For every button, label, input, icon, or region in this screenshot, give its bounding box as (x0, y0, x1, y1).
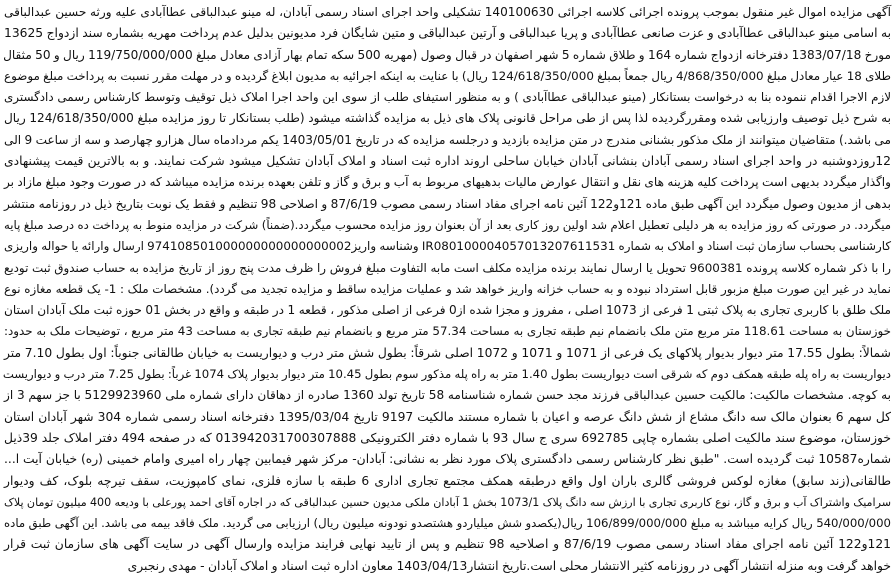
notice-line: میگردد. در صورتی که روز مزایده به هر دلیلی تعطیل اعلام شد اولین روز کاری بعد از آن بعنوان روز مزایده محسوب میگردد.(ضمناً) شرکت در مزایده منوط به پرداخت ده درصد مبلغ پایه (4, 217, 891, 232)
notice-line: دیواریست به راه پله طبقه همکف دوم که شرقی است دیواریست بطول 1.40 متر به راه پله مذکور سوم بطول 10.45 متر دیوار بدیوار پلاک 1074 غرباً: بطول 7.25 متر درب و دیواریست (2, 367, 891, 382)
notice-line: به اسامی مینو عبدالباقی عطاآبادی و عزت صانعی عطاآبادی و پریا عبدالباقی و آرتین عبدالباقی و متین شایگان فرد مدیونین بدلیل عدم پرداخت مهریه بشماره سند ازدواج 13625 (4, 26, 891, 41)
notice-line: به شرح ذیل توصیف وارزیابی شده ومقررگردیده لذا پس از طی مراحل قانونی پلاک های ذیل به مزایده گذاشته میشود (طلب بستانکار تا روز مزایده مبلغ 124/618/350/000 ریال (4, 111, 891, 126)
notice-line: ملک طلق با کاربری تجاری به پلاک ثبتی 1 فرعی از 1073 اصلی ، مفروز و مجزا شده از0 فرعی از اصلی مذکور ، قطعه 1 در طبقه و واقع در بخش 01 حوزه ثبت ملک آبادان استان (4, 303, 891, 318)
notice-line: کارشناسی بحساب سازمان ثبت اسناد و املاک به شماره IR080100004057013207611531 وشناسه واریز974108501000000000000000002 ارسال وارائه یا حواله واریزی (4, 239, 891, 254)
notice-line: می باشد.) متقاضیان میتوانند از ملک مذکور بشنانی مندرج در متن مزایده بازدید و درجلسه مزایده که در تاریخ 1403/05/01 یکم مردادماه سال هزارو چهارصد و سه از ساعت 9 الی (4, 132, 891, 147)
notice-line: شماره10587 ثبت گردیده است. "طبق نظر کارشناس رسمی دادگستری پلاک مورد نظر به نشانی: آبادان- مرکز شهر فیمابین چهار راه امیری وامام خمینی (ره) خیابان آیت ا... (4, 452, 891, 467)
notice-line: سرامیک واشتراک آب و برق و گاز، نوع کاربری تجاری با ارزش سه دانگ پلاک 1073/1 بخش 1 آبادان ملکی مدیون حسین عبدالباقی که در اجاره آقای احمد پورعلی با ودیعه 400 میلیون تومان پلاک (4, 495, 891, 509)
notice-line: طلای 18 عیار معادل مبلغ 4/868/350/000 ریال جمعاً بمبلغ 124/618/350/000 ریال) با عنایت به اینکه اجرائیه به مدیون ابلاغ گردیده و در مهلت مقرر نسبت به پرداخت مبلغ موضوع (4, 68, 891, 83)
notice-line: به کوچه. مشخصات مالکیت: مالکیت حسین عبدالباقی فرزند مجد حسن شماره شناسنامه 58 تاریخ تولد 1360 صادره از دهاقان دارای شماره ملی 5129923960 با جز سهم 3 از (4, 388, 891, 403)
notice-line: آگهی مزایده اموال غیر منقول بموجب پرونده اجرائی کلاسه اجرائی 140100630 تشکیلی واحد اجرای اسناد رسمی آبادان، له مینو عبدالباقی عطاآبادی علیه ورثه حسین عبدالباقی (4, 5, 891, 19)
notice-line: مورخ 1383/07/18 دفترخانه ازدواج شماره 164 و طلاق شماره 5 شهر اصفهان در قبال وصول (مهریه 500 سکه تمام بهار آزادی معادل مبلغ 119/750/000/000 ریال و 50 مثقال (3, 47, 891, 62)
notice-line: 121و122 آئین نامه اجرای مفاد اسناد رسمی مصوب 87/6/19 و اصلاحیه 98 تنظیم و پس از تایید نهایی فرایند مزایده وارسال آگهی در سایت آگهی های سازمان ثبت قرار (4, 537, 891, 552)
notice-line: طالقانی(زند سابق) مغازه لوکس فروشی گالری باران اول واقع درطبقه همکف مجتمع تجاری اداری 6 طبقه با سازه فلزی، نمای کامپوزیت، سقف تیرچه بلوک، کف ودیوار (4, 473, 892, 488)
notice-line: خوزستان، موضوع سند مالکیت اصلی بشماره چاپی 692785 سری ج سال 93 با شماره دفتر الکترونیکی 013942031700307888 که در صفحه 494 دفتر املاک جلد 39ذیل (4, 430, 891, 445)
notice-line: شمالاً: بطول 17.55 متر دیوار بدیوار پلاکهای یک فرعی از 1071 و 1071 و 1072 اصلی شرقاً: بطول شش متر درب و دیواریست به خیابان طالقانی جنوباً: اول بطول 7.10 متر (4, 345, 891, 360)
notice-line: 12روزدوشنبه در واحد اجرای اسناد رسمی آبادان بنشانی آبادان خیابان ساحلی اروند اداره ثبت اسناد و املاک آبادان تشکیل میشود شرکت نمایند. و به بالاترین قیمت پیشنهادی (4, 154, 891, 169)
notice-line-signature: خواهد گرفت وبه منزله انتشار آگهی در روزنامه کثیر الانتشار محلی است.تاریخ انتشار1403/04/13 معاون اداره ثبت اسناد و املاک آبادان - مهدی رنجبری (127, 558, 891, 573)
notice-line: 540/000/000 ریال کرایه میباشد به مبلغ 106/899/000/000 ریال(یکصدو شش میلیاردو هشتصدو نودونه میلیون ریال) ارزیابی می گردید. ملک فاقد بیمه می باشد. این آگهی طبق ماده (4, 516, 891, 531)
notice-line: کل سهم 6 بعنوان مالک سه دانگ مشاع از شش دانگ عرصه و اعیان با شماره مستند مالکیت 9197 تاریخ 1395/03/04 دفترخانه اسناد رسمی شماره 304 شهر آبادان استان (4, 409, 891, 424)
notice-line: نماید در غیر این صورت مبلغ مزبور قابل استرداد نبوده و به حساب خزانه واریز خواهد شد و عملیات مزایده ساقط و مزایده تجدید می گردد). مشخصات ملک : 1- یک قطعه مغازه نوع (4, 281, 891, 296)
notice-line: خوزستان به مساحت 118.61 متر مربع متن ملک بانضمام نیم طبقه تجاری به مساحت 57.34 متر مربع و بانضمام نیم طبقه تجاری به مساحت 43 متر مربع ، توضیحات ملک به حدود: (4, 324, 891, 339)
notice-line: واگذار میگردد بدیهی است پرداخت کلیه هزینه های نقل و انتقال عوارض مالیات بدهیهای مربوط به آب و برق و گاز و تلفن بعهده برنده مزایده میباشد که در صورت وجود مبلغ مازاد بر (4, 175, 891, 190)
notice-line: را با ذکر شماره کلاسه پرونده 9600381 تحویل یا ارسال نمایند برنده مزایده مکلف است مابه التفاوت مبلغ فروش را ظرف مدت پنج روز از تاریخ مزایده به حساب صندوق ثبت تودیع (4, 260, 891, 275)
notice-line: بدهی از مدیون وصول میگردد این آگهی طبق ماده 121و122 آئین نامه اجرای مفاد اسناد رسمی مصوب 87/6/19 و اصلاحی 98 تنظیم و فقط یک نوبت بتاریخ ذیل در روزنامه منتشر (4, 196, 891, 211)
notice-line: لازم الاجرا اقدام ننموده بنا به درخواست بستانکار (مینو عبدالباقی عطاآبادی ) و به منظور استیفای طلب از سوی این واحد اجرا املاک ذیل توقیف وتوسط کارشناس رسمی دادگستری (4, 90, 891, 105)
